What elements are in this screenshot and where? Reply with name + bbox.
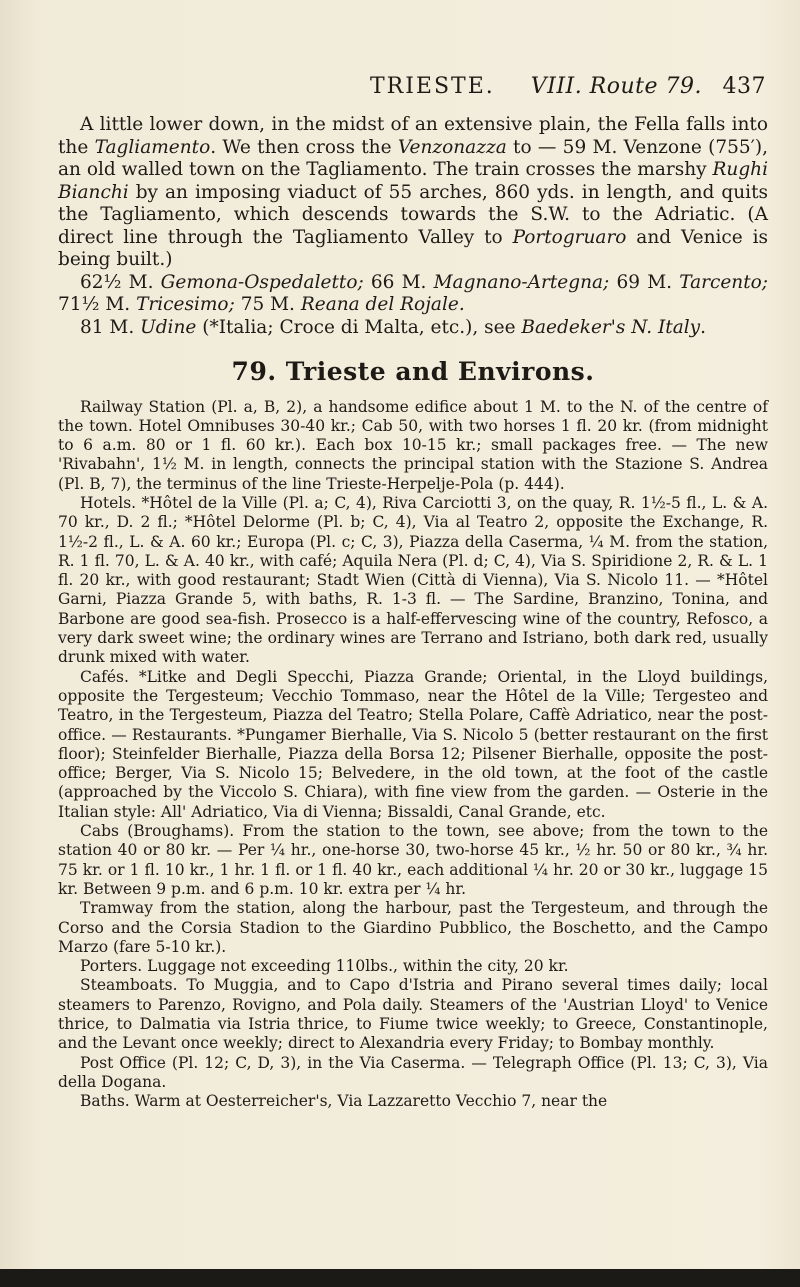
tramway-paragraph: Tramway from the station, along the harbour, past the Tergesteum, and through the Corso and the Corsia Stadion to the Giardino Pubblico, the Boschetto, and the Campo Marzo (fare 5-10 kr.).	[58, 899, 768, 956]
steamboats-paragraph: Steamboats. To Muggia, and to Capo d'Istria and Pirano several times daily; local steamers to Parenzo, Rovigno, and Pola daily. Steamers of the 'Austrian Lloyd' to Venice thrice, to Dalmatia via Istria thrice, to Fiume twice weekly; to Greece, Constantinople, and the Levant once weekly; direct to Alexandria every Friday; to Bombay monthly.	[58, 976, 768, 1053]
cafes-paragraph: Cafés. *Litke and Degli Specchi, Piazza Grande; Oriental, in the Lloyd buildings, opposite the Tergesteum; Vecchio Tommaso, near the Hôtel de la Ville; Tergesteo and Teatro, in the Tergesteum, Piazza del Teatro; Stella Polare, Caffè Adriatico, near the post-office. — Restaurants. *Pungamer Bierhalle, Via S. Nicolo 5 (better restaurant on the first floor); Steinfelder Bierhalle, Piazza della Borsa 12; Pilsener Bierhalle, opposite the post-office; Berger, Via S. Nicolo 15; Belvedere, in the old town, at the foot of the castle (approached by the Viccolo S. Chiara), with fine view from the garden. — Osterie in the Italian style: All' Adriatico, Via di Vienna; Bissaldi, Canal Grande, etc.	[58, 667, 768, 821]
running-header	[58, 74, 766, 104]
page-number: 437	[722, 74, 766, 99]
section-title: 79. Trieste and Environs.	[231, 357, 595, 386]
baths-paragraph: Baths. Warm at Oesterreicher's, Via Lazzaretto Vecchio 7, near the	[80, 1092, 608, 1111]
scan-edge	[0, 1269, 800, 1287]
udine-paragraph: 81 M. Udine (*Italia; Croce di Malta, etc.), see Baedeker's N. Italy.	[80, 316, 707, 338]
stations-paragraph: 62½ M. Gemona-Ospedaletto; 66 M. Magnano-Artegna; 69 M. Tarcento; 71½ M. Tricesimo; 75 M. Reana del Rojale.	[58, 271, 769, 315]
practical-info	[58, 398, 768, 1112]
cabs-paragraph: Cabs (Broughams). From the station to the town, see above; from the town to the station 40 or 80 kr. — Per ¼ hr., one-horse 30, two-horse 45 kr., ½ hr. 50 or 80 kr., ¾ hr. 75 kr. or 1 fl. 10 kr., 1 hr. 1 fl. or 1 fl. 40 kr., each additional ¼ hr. 20 or 30 kr., luggage 15 kr. Between 9 p.m. and 6 p.m. 10 kr. extra per ¼ hr.	[58, 822, 768, 898]
porters-paragraph: Porters. Luggage not exceeding 110lbs., within the city, 20 kr.	[80, 957, 569, 976]
railway-paragraph: Railway Station (Pl. a, B, 2), a handsome edifice about 1 M. to the N. of the centre of the town. Hotel Omnibuses 30-40 kr.; Cab 50, with two horses 1 fl. 20 kr. (from midnight to 6 a.m. 80 or 1 fl. 60 kr.). Each box 10-15 kr.; small packages free. — The new 'Rivabahn', 1½ M. in length, connects the principal station with the Stazione S. Andrea (Pl. B, 7), the terminus of the line Trieste-Herpelje-Pola (p. 444).	[58, 397, 768, 493]
running-title: TRIESTE.	[370, 74, 495, 99]
intro-paragraph: A little lower down, in the midst of an extensive plain, the Fella falls into the Tagliamento. We then cross the Venzonazza to — 59 M. Venzone (755′), an old walled town on the Tagliamento. The train crosses the marshy Rughi Bianchi by an imposing viaduct of 55 arches, 860 yds. in length, and quits the Tagliamento, which descends towards the S.W. to the Adriatic. (A direct line through the Tagliamento Valley to Portogruaro and Venice is being built.)	[58, 114, 768, 270]
page-body	[58, 114, 768, 1111]
post-office-paragraph: Post Office (Pl. 12; C, D, 3), in the Via Caserma. — Telegraph Office (Pl. 13; C, 3), Via della Dogana.	[58, 1053, 768, 1091]
route-label: VIII. Route 79.	[530, 74, 702, 99]
hotels-paragraph: Hotels. *Hôtel de la Ville (Pl. a; C, 4), Riva Carciotti 3, on the quay, R. 1½-5 fl., L. & A. 70 kr., D. 2 fl.; *Hôtel Delorme (Pl. b; C, 4), Via al Teatro 2, opposite the Exchange, R. 1½-2 fl., L. & A. 60 kr.; Europa (Pl. c; C, 3), Piazza della Caserma, ¼ M. from the station, R. 1 fl. 70, L. & A. 40 kr., with café; Aquila Nera (Pl. d; C, 4), Via S. Spiridione 2, R. & L. 1 fl. 20 kr., with good restaurant; Stadt Wien (Città di Vienna), Via S. Nicolo 11. — *Hôtel Garni, Piazza Grande 5, with baths, R. 1-3 fl. — The Sardine, Branzino, Tonina, and Barbone are good sea-fish. Prosecco is a half-effervescing wine of the country, Refosco, a very dark sweet wine; the ordinary wines are Terrano and Istriano, both dark red, usually drunk mixed with water.	[58, 493, 768, 667]
